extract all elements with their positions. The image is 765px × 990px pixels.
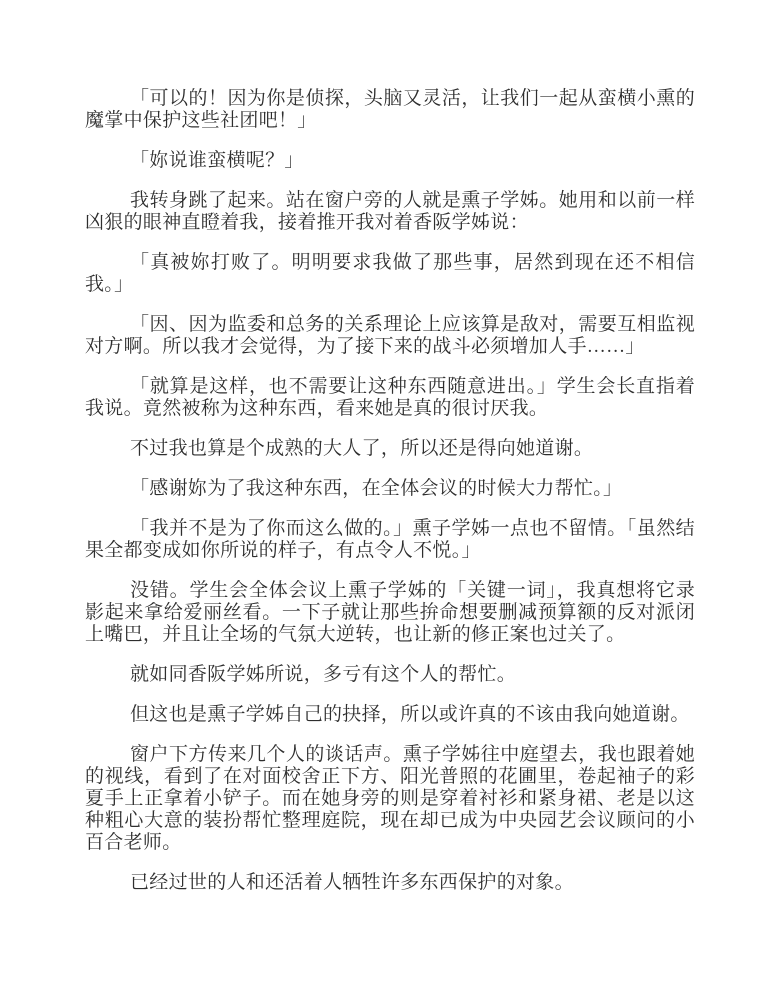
paragraph: 「就算是这样，也不需要让这种东西随意进出。」学生会长直指着我说。竟然被称为这种东西，看来她是真的很讨厌我。 <box>85 376 695 419</box>
paragraph: 我转身跳了起来。站在窗户旁的人就是熏子学姊。她用和以前一样凶狠的眼神直瞪着我，接着推开我对着香阪学姊说： <box>85 190 695 233</box>
paragraph: 「真被妳打败了。明明要求我做了那些事，居然到现在还不相信我。」 <box>85 252 695 295</box>
paragraph: 窗户下方传来几个人的谈话声。熏子学姊往中庭望去，我也跟着她的视线，看到了在对面校舍正下方、阳光普照的花圃里，卷起袖子的彩夏手上正拿着小铲子。而在她身旁的则是穿着衬衫和紧身裙、老是以这种粗心大意的装扮帮忙整理庭院，现在却已成为中央园艺会议顾问的小百合老师。 <box>85 744 695 853</box>
paragraph: 「因、因为监委和总务的关系理论上应该算是敌对，需要互相监视对方啊。所以我才会觉得，为了接下来的战斗必须增加人手……」 <box>85 314 695 357</box>
paragraph: 已经过世的人和还活着人牺牲许多东西保护的对象。 <box>130 872 574 893</box>
paragraph: 就如同香阪学姊所说，多亏有这个人的帮忙。 <box>130 664 517 685</box>
paragraph: 「妳说谁蛮横呢？」 <box>130 150 304 171</box>
paragraph: 「可以的！因为你是侦探，头脑又灵活，让我们一起从蛮横小熏的魔掌中保护这些社团吧！」 <box>85 88 695 131</box>
paragraph: 但这也是熏子学姊自己的抉择，所以或许真的不该由我向她道谢。 <box>130 704 690 725</box>
paragraph: 「我并不是为了你而这么做的。」熏子学姊一点也不留情。「虽然结果全都变成如你所说的样子，有点令人不悦。」 <box>85 518 695 561</box>
paragraph: 「感谢妳为了我这种东西，在全体会议的时候大力帮忙。」 <box>130 478 623 499</box>
paragraph: 没错。学生会全体会议上熏子学姊的「关键一词」，我真想将它录影起来拿给爱丽丝看。一下子就让那些拚命想要删减预算额的反对派闭上嘴巴，并且让全场的气氛大逆转，也让新的修正案也过关了。 <box>85 580 695 645</box>
paragraph: 不过我也算是个成熟的大人了，所以还是得向她道谢。 <box>130 438 594 459</box>
paragraph-container <box>85 88 695 894</box>
